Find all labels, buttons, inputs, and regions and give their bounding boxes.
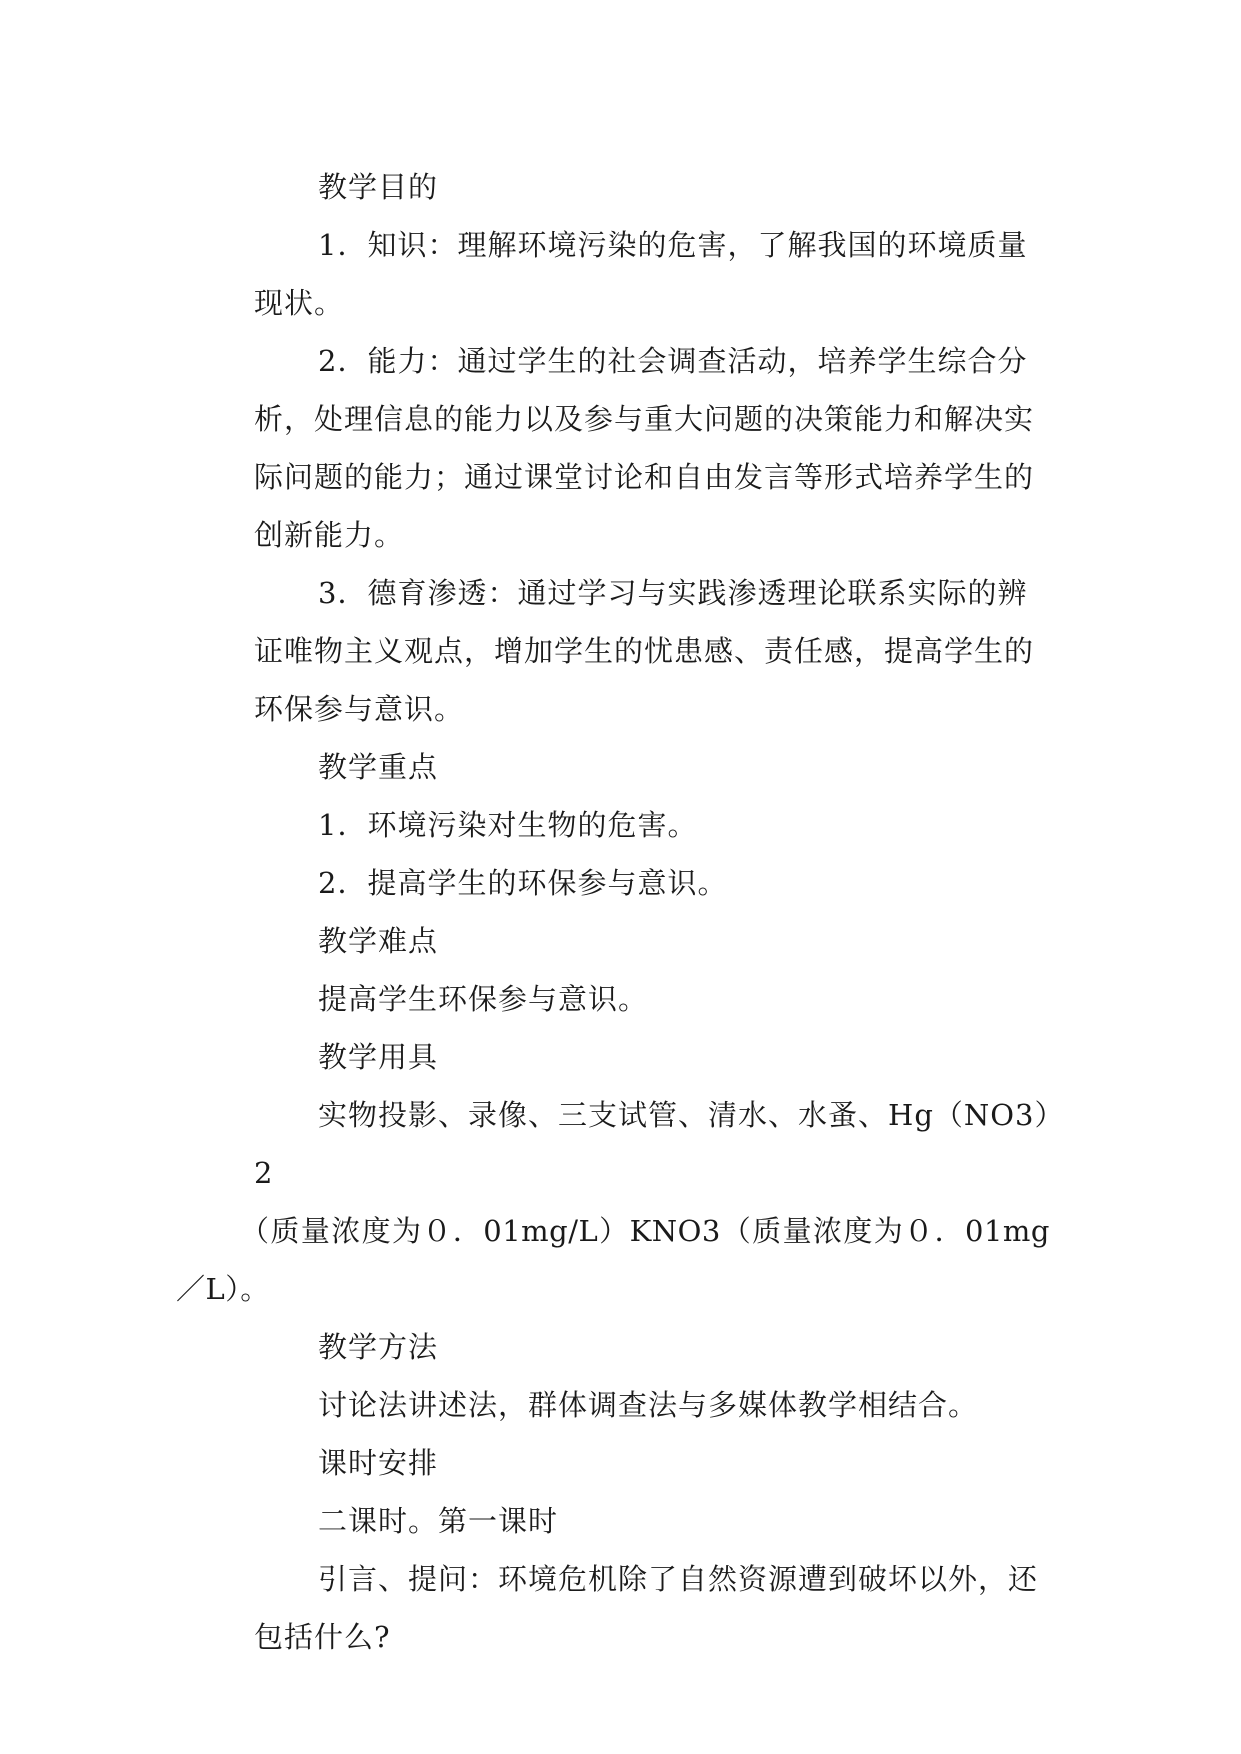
- text-line: 1．环境污染对生物的危害。: [318, 808, 698, 842]
- paragraph-ability: [190, 332, 1050, 564]
- document-page: [176, 158, 1050, 1666]
- text-line: 3．德育渗透：通过学习与实践渗透理论联系实际的辨: [318, 576, 1028, 610]
- paragraph-difficulty: [190, 970, 1050, 1028]
- text-line: 教学用具: [318, 1040, 439, 1074]
- heading-schedule: [190, 1434, 1050, 1492]
- paragraph-teaching-aids: [176, 1086, 1050, 1318]
- text-line: 包括什么?: [254, 1620, 391, 1654]
- paragraph-schedule: [190, 1492, 1050, 1550]
- text-line: 引言、提问：环境危机除了自然资源遭到破坏以外，还: [318, 1562, 1039, 1596]
- text-line: 1．知识：理解环境污染的危害，了解我国的环境质量: [318, 228, 1028, 262]
- heading-difficulties: [190, 912, 1050, 970]
- text-line: 环保参与意识。: [254, 692, 465, 726]
- text-line: 课时安排: [318, 1446, 439, 1480]
- paragraph-teaching-methods: [190, 1376, 1050, 1434]
- text-line: 2．能力：通过学生的社会调查活动，培养学生综合分: [318, 344, 1028, 378]
- text-line: 教学难点: [318, 924, 439, 958]
- text-line: 2．提高学生的环保参与意识。: [318, 866, 728, 900]
- heading-teaching-methods: [190, 1318, 1050, 1376]
- heading-teaching-aids: [190, 1028, 1050, 1086]
- text-line: 教学重点: [318, 750, 439, 784]
- heading-teaching-objectives: [190, 158, 1050, 216]
- text-line: 讨论法讲述法，群体调查法与多媒体教学相结合。: [318, 1388, 979, 1422]
- text-line: （质量浓度为０．01mg/L）KNO3（质量浓度为０．01mg／L）。: [176, 1214, 1050, 1306]
- heading-key-points: [190, 738, 1050, 796]
- paragraph-knowledge: [190, 216, 1050, 332]
- list-item-key-point-1: [190, 796, 1050, 854]
- text-line: 教学方法: [318, 1330, 439, 1364]
- paragraph-introduction-question: [190, 1550, 1050, 1666]
- text-line: 现状。: [254, 286, 345, 320]
- text-line: 实物投影、录像、三支试管、清水、水蚤、Hg（NO3）2: [254, 1098, 1050, 1190]
- text-line: 教学目的: [318, 170, 439, 204]
- text-line: 析，处理信息的能力以及参与重大问题的决策能力和解决实: [254, 402, 1035, 436]
- text-line: 创新能力。: [254, 518, 405, 552]
- paragraph-moral-education: [190, 564, 1050, 738]
- text-line: 际问题的能力；通过课堂讨论和自由发言等形式培养学生的: [254, 460, 1035, 494]
- text-line: 证唯物主义观点，增加学生的忧患感、责任感，提高学生的: [254, 634, 1035, 668]
- text-line: 二课时。第一课时: [318, 1504, 559, 1538]
- list-item-key-point-2: [190, 854, 1050, 912]
- text-line: 提高学生环保参与意识。: [318, 982, 649, 1016]
